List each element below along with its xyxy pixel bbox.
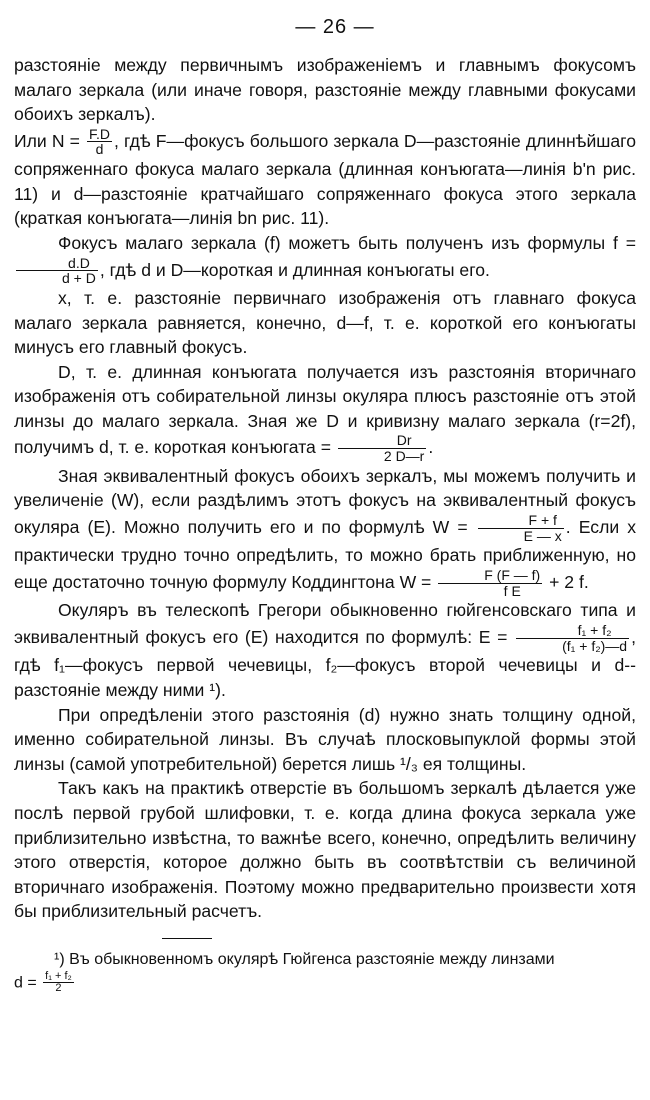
formula-w-fraction bbox=[478, 513, 564, 543]
footnote bbox=[14, 949, 636, 995]
formula-f-prefix: f = bbox=[613, 232, 636, 253]
fraction-numerator: F + f bbox=[478, 513, 564, 529]
formula-w-prefix: W = bbox=[432, 516, 468, 537]
paragraph-5 bbox=[14, 464, 636, 599]
fraction-denominator: 2 D—r bbox=[383, 448, 425, 465]
paragraph-1-text: , гдѣ F—фокусъ большого зеркала D—разстояніе длиннѣйшаго сопряженнаго фокуса малаго зеркала (длинная конъюгата—линія b'n рис. 11) и d—разстояніе кратчайшаго сопряженнаго фокуса этого зеркала (краткая конъюгата—линія bn рис. 11). bbox=[14, 130, 637, 229]
paragraph-7: При опредѣленіи этого разстоянія (d) нужно знать толщину одной, именно собирательной линзы. Въ случаѣ плосковыпуклой формы этой линзы (самой употребительной) берется лишь ¹/₃ ея толщины. bbox=[14, 704, 636, 774]
footnote-text: ¹) Въ обыкновенномъ окулярѣ Гюйгенса разстояніе между линзами bbox=[54, 950, 555, 968]
paragraph-2-text: Фокусъ малаго зеркала (f) можетъ быть полученъ изъ формулы bbox=[58, 232, 606, 253]
paragraph-0: разстояніе между первичнымъ изображеніемъ и главнымъ фокусомъ малаго зеркала (или иначе говоря, разстояніе между главными фокусами обоихъ зеркалъ). bbox=[14, 55, 636, 125]
formula-f-fraction bbox=[16, 256, 98, 286]
fraction-numerator: f₁ + f₂ bbox=[516, 623, 629, 639]
fraction-numerator: F.D bbox=[89, 125, 110, 142]
paragraph-3: x, т. е. разстояніе первичнаго изображенія отъ главнаго фокуса малаго зеркала равняется, конечно, d—f, т. е. короткой его конъюгаты минусъ его главный фокусъ. bbox=[14, 287, 636, 358]
paragraph-2 bbox=[14, 231, 636, 286]
fraction-numerator: F (F — f) bbox=[438, 568, 542, 584]
paragraph-5-text: Зная эквивалентный фокусъ обоихъ зеркалъ, мы можемъ получить и увеличеніе (W), если раздѣлимъ этотъ фокусъ на эквивалентный фокусъ окуляра (E). Можно получить его и по формулѣ bbox=[14, 465, 636, 537]
formula-w2-fraction bbox=[438, 568, 542, 598]
paragraph-4-end: . bbox=[428, 437, 434, 458]
formula-e-prefix: E = bbox=[478, 626, 508, 647]
fraction-numerator: Dr bbox=[338, 433, 426, 449]
paragraph-2-rest: , гдѣ d и D—короткая и длинная конъюгаты его. bbox=[99, 259, 490, 280]
fraction-numerator: f₁ + f₂ bbox=[45, 969, 72, 982]
fraction-denominator: 2 bbox=[55, 982, 62, 995]
fraction-denominator: (f₁ + f₂)—d bbox=[562, 637, 628, 654]
fraction-numerator: d.D bbox=[16, 256, 98, 272]
paragraph-6 bbox=[14, 598, 636, 702]
paragraph-5-end: + 2 f. bbox=[549, 571, 589, 592]
paragraph-4-text: D, т. е. длинная конъюгата получается изъ разстоянія вторичнаго изображенія отъ собирательной линзы окуляра плюсъ разстояніе отъ этой линзы до малаго зеркала. Зная же D и кривизну малаго зеркала (r=2f), получимъ d, т. е. короткая конъюгата = bbox=[14, 361, 636, 458]
formula-n-prefix: Или N = bbox=[14, 130, 80, 151]
paragraph-6-text: Окуляръ въ телескопѣ Грегори обыкновенно гюйгенсовскаго типа и эквивалентный фокусъ его (E) находится по формулѣ: bbox=[14, 600, 636, 647]
body-text bbox=[14, 53, 636, 924]
formula-e-fraction bbox=[516, 623, 629, 653]
paragraph-5-mid: . Если x практически трудно точно опредѣлить, то можно брать приближенную, но еще достаточно точную формулу Коддингтона bbox=[14, 516, 637, 592]
fraction-denominator: d bbox=[95, 141, 104, 158]
formula-d-fraction bbox=[338, 433, 426, 463]
formula-w2-prefix: W = bbox=[399, 571, 432, 592]
formula-n-fraction bbox=[87, 127, 112, 157]
page-number: — 26 — bbox=[295, 16, 375, 38]
paragraph-1 bbox=[14, 127, 636, 231]
fraction-denominator: f E bbox=[503, 582, 521, 599]
paragraph-4 bbox=[14, 360, 636, 464]
fraction-denominator: E — x bbox=[523, 527, 562, 544]
footnote-formula bbox=[14, 971, 636, 995]
footnote-fraction bbox=[43, 971, 74, 995]
footnote-formula-prefix: d = bbox=[14, 974, 37, 992]
footnote-separator bbox=[162, 938, 212, 939]
paragraph-8: Такъ какъ на практикѣ отверстіе въ большомъ зеркалѣ дѣлается уже послѣ первой грубой шлифовки, т. е. когда длина фокуса зеркала уже приблизительно извѣстна, то важнѣе всего, конечно, опредѣлить величину этого отверстія, которое должно быть въ соотвѣтствіи съ величиной вторичнаго изображенія. Поэтому можно предварительно произвести хотя бы приблизительный расчетъ. bbox=[14, 778, 636, 922]
paragraph-6-rest: , гдѣ f₁—фокусъ первой чечевицы, f₂—фокусъ второй чечевицы и d--разстояніе между ними ¹). bbox=[14, 626, 636, 700]
fraction-denominator: d + D bbox=[62, 270, 96, 287]
